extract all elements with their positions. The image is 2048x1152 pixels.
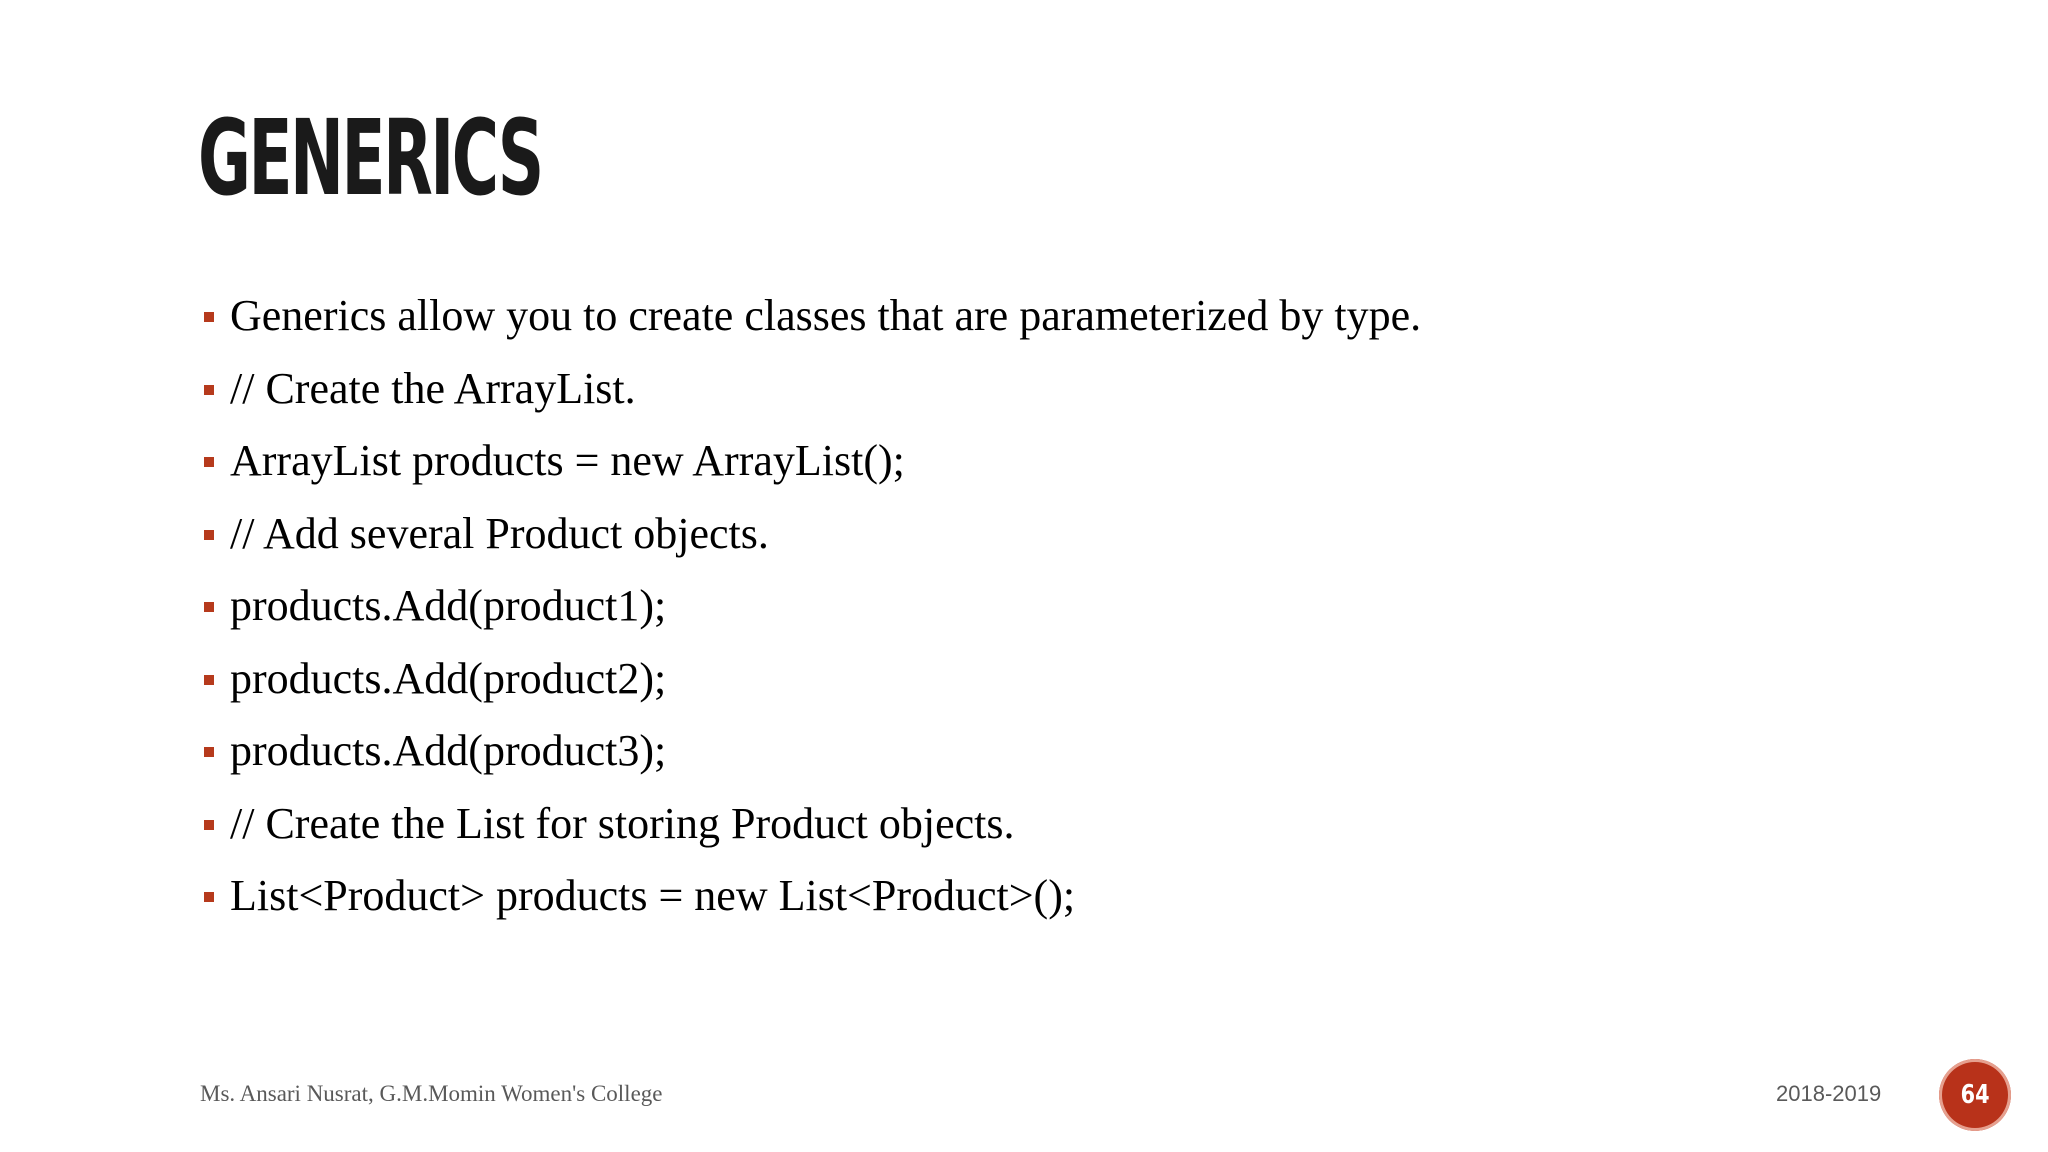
bullet-text: // Create the List for storing Product objects.: [230, 798, 1015, 848]
square-bullet-icon: [204, 747, 214, 757]
bullet-text: Generics allow you to create classes that are parameterized by type.: [230, 291, 1422, 340]
bullet-text: // Create the ArrayList.: [230, 363, 636, 413]
bullet-text: products.Add(product1);: [230, 581, 667, 630]
bullet-item: [198, 286, 1421, 359]
page-number-badge: [1939, 1059, 2011, 1131]
bullet-text: ArrayList products = new ArrayList();: [230, 436, 905, 485]
bullet-item: [198, 359, 1421, 432]
footer-author: Ms. Ansari Nusrat, G.M.Momin Women's College: [200, 1081, 663, 1106]
page-number: 64: [1960, 1080, 1990, 1110]
square-bullet-icon: [204, 385, 214, 395]
square-bullet-icon: [204, 892, 214, 902]
bullet-item: [198, 794, 1421, 867]
footer-year: 2018-2019: [1776, 1081, 1882, 1106]
bullet-text: List<Product> products = new List<Product>();: [230, 871, 1076, 920]
bullet-item: [198, 576, 1421, 649]
square-bullet-icon: [204, 530, 214, 540]
bullet-text: products.Add(product3);: [230, 726, 667, 775]
bullet-item: [198, 721, 1421, 794]
bullet-item: [198, 866, 1421, 939]
square-bullet-icon: [204, 820, 214, 830]
bullet-text: // Add several Product objects.: [230, 508, 769, 558]
bullet-item: [198, 649, 1421, 722]
square-bullet-icon: [204, 457, 214, 467]
slide-title: GENERICS: [198, 97, 542, 219]
bullet-item: [198, 504, 1421, 577]
bullet-item: [198, 431, 1421, 504]
bullet-text: products.Add(product2);: [230, 653, 667, 703]
square-bullet-icon: [204, 312, 214, 322]
bullet-list: [198, 286, 1421, 939]
square-bullet-icon: [204, 675, 214, 685]
square-bullet-icon: [204, 602, 214, 612]
